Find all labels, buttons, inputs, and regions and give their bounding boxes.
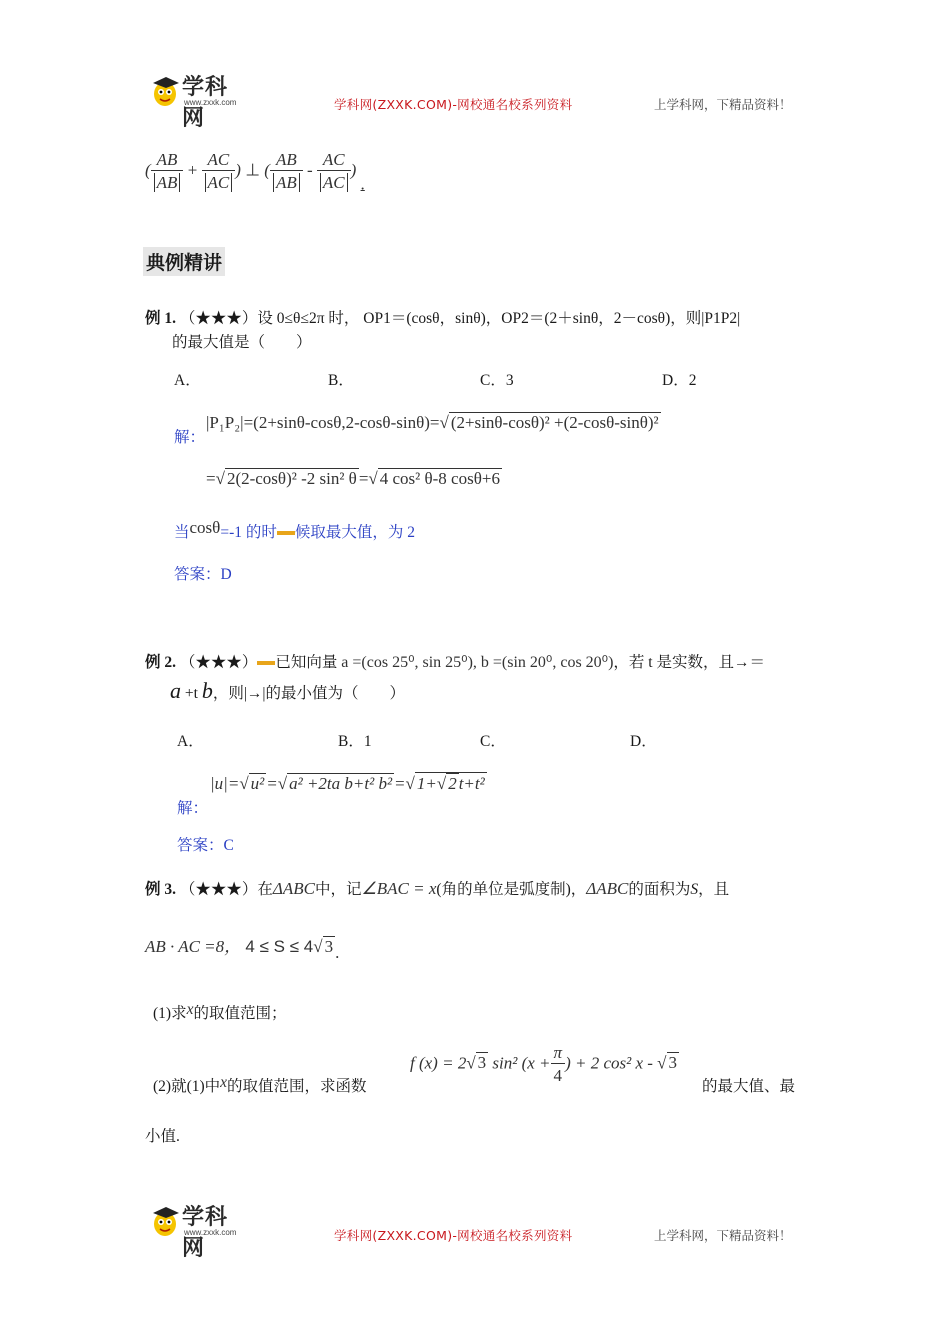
section-title: 典例精讲: [143, 247, 225, 276]
example-2-option-c: C．: [480, 733, 506, 750]
logo-url: www.zxxk.com: [184, 98, 237, 107]
example-2-solution-formula: |u|=√ u² =√ a² +2ta b+t² b² =√ 1+√ 2 t+t²: [210, 774, 485, 793]
header-right-text: 上学科网，下精品资料！: [654, 97, 792, 112]
example-1-answer: 答案：D: [174, 566, 232, 583]
example-1-option-b: B．: [328, 372, 354, 389]
example-2-option-a: A．: [177, 733, 204, 750]
example-2-solution-label: 解：: [177, 800, 209, 817]
highlight-mark: [277, 531, 295, 535]
example-1-label: 例 1.: [145, 310, 177, 327]
example-2-stem: 例 2. （★★★） 已知向量 a =(cos 25⁰, sin 25⁰), b =(sin 20⁰, cos 20⁰)，若 t 是实数，且→＝: [145, 654, 765, 671]
footer-middle-text: 学科网(ZXXK.COM)-网校通名校系列资料: [334, 1228, 573, 1243]
example-2-answer: 答案：C: [177, 837, 234, 854]
example-1-stem-2: 的最大值是（ ）: [172, 334, 312, 351]
example-2-label: 例 2.: [145, 654, 177, 671]
example-3-condition: AB · AC =8， 4 ≤ S ≤ 4√ 3 .: [145, 937, 340, 962]
example-3-function: f (x) = 2√ 3 sin² (x + $\frac{\pi}{4}$ ) + 2 cos² x - √ 3: [410, 1043, 678, 1085]
logo-url: www.zxxk.com: [184, 1228, 237, 1237]
perpendicular-formula: ( $\frac{AB}{AB}$ + $\frac{AC}{AC}$ ) ⊥ ( $\frac{AB}{AB}$ - $\frac{AC}{AC}$ ) .: [145, 150, 365, 194]
example-1-option-d: D．2: [662, 372, 697, 389]
highlight-mark: [257, 661, 275, 665]
example-1-max-condition: 当cosθ=-1 的时 候取最大值，为 2: [174, 518, 415, 541]
footer-right-text: 上学科网，下精品资料！: [654, 1228, 792, 1243]
example-3-question-2-end: 小值.: [145, 1128, 180, 1145]
example-1-solution-line-1: |P₁P₂|=(2+sinθ-cosθ,2-cosθ-sinθ)=√ (2+sinθ-cosθ)² +(2-cosθ-sinθ)²: [206, 413, 659, 432]
example-3-question-1: (1)求x的取值范围；: [153, 1001, 287, 1022]
example-2-option-b: B．1: [338, 733, 372, 750]
example-3-question-2: (2)就(1)中x的取值范围，求函数: [153, 1074, 367, 1095]
header-middle-text: 学科网(ZXXK.COM)-网校通名校系列资料: [334, 97, 573, 112]
example-1-option-a: A．: [174, 372, 201, 389]
example-2-stem-2: a +t b，则|→|的最小值为（ ）: [170, 678, 406, 703]
example-1-stem: 例 1. （★★★）设 0≤θ≤2π 时， OP1＝(cosθ，sinθ)，OP2＝(2＋sinθ，2－cosθ)，则|P1P2|: [145, 310, 741, 327]
vector-b: b: [201, 678, 213, 703]
mascot-icon: [150, 74, 182, 108]
logo-text: 学科网: [182, 75, 229, 131]
example-1-solution-line-2: =√ 2(2-cosθ)² -2 sin² θ =√ 4 cos² θ-8 cosθ+6: [206, 469, 500, 488]
example-3-question-2-tail: 的最大值、最: [702, 1078, 796, 1095]
example-2-option-d: D．: [630, 733, 657, 750]
example-3-stem: 例 3. （★★★）在ΔABC中，记∠BAC = x(角的单位是弧度制)，ΔABC的面积为S，且: [145, 879, 730, 898]
mascot-icon: [150, 1204, 182, 1238]
footer-logo: [150, 1200, 250, 1261]
header-logo: [150, 70, 250, 131]
example-1-solution-label: 解：: [174, 429, 206, 446]
example-1-option-c: C．3: [480, 372, 514, 389]
vector-a: a: [170, 678, 181, 703]
example-3-label: 例 3.: [145, 881, 177, 898]
logo-text: 学科网: [182, 1205, 229, 1261]
